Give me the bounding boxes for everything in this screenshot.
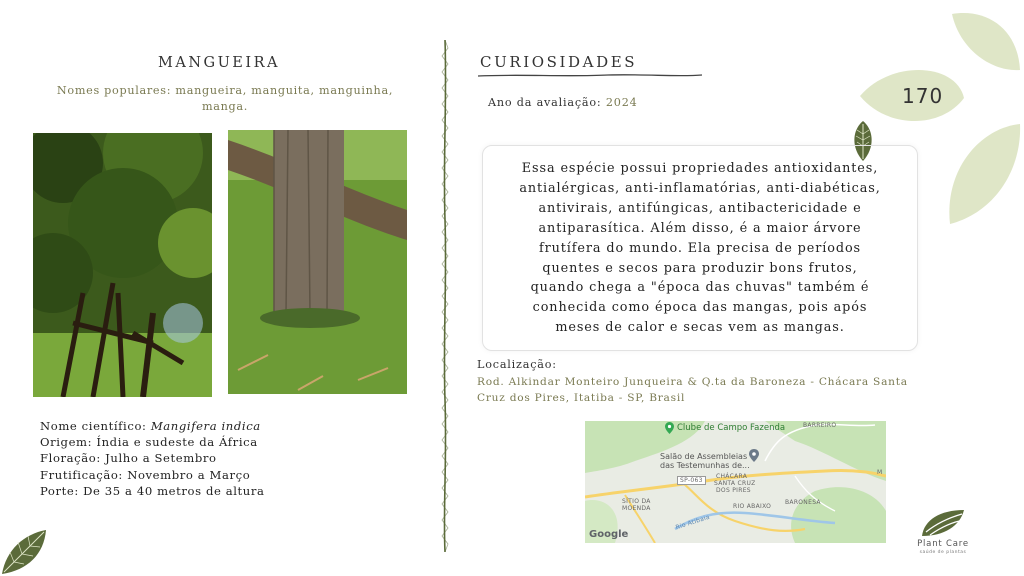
plant-facts [40, 418, 265, 499]
tree-photo-canopy [33, 133, 212, 397]
tree-photo-trunk [228, 130, 407, 394]
address-line: Rod. Alkindar Monteiro Junqueira & Q.ta da Baroneza - Chácara Santa [477, 376, 908, 388]
scientific-name-value: Mangifera indica [150, 419, 261, 433]
fact-label: Nome científico: [40, 419, 151, 433]
map-label: Salão de Assembleias [660, 452, 748, 461]
map-label: M [877, 469, 883, 476]
map-marker-icon [749, 449, 759, 462]
evaluation-year [488, 96, 638, 109]
leaf-shape-bottom [949, 124, 1020, 224]
title-underline [478, 71, 702, 81]
brand-logo-icon [918, 508, 968, 538]
curiosity-text [482, 159, 918, 338]
map-label: Rio Atibaia [674, 513, 711, 532]
popular-names: Nomes populares: mangueira, manguita, manguinha, manga. [56, 84, 394, 113]
map-label: BARREIRO [803, 422, 837, 429]
year-value: 2024 [605, 96, 638, 109]
map-label: Clube de Campo Fazenda [677, 423, 786, 433]
curiosity-line: antiparasítica. Além disso, é a maior árvore [538, 220, 862, 236]
curiosity-line: conhecida como época das mangas, pois após [532, 300, 868, 316]
map-label: DOS PIRES [716, 487, 751, 494]
map-label: SÍTIO DA [622, 498, 651, 505]
curiosity-line: antialérgicas, anti-inflamatórias, anti-diabéticas, [519, 180, 881, 196]
fact-scientific-name [40, 418, 265, 434]
fact-flowering: Floração: Julho a Setembro [40, 451, 217, 466]
google-logo: Google [589, 529, 629, 540]
map-label: SANTA CRUZ [714, 480, 756, 487]
map-label: MOENDA [622, 505, 651, 512]
map-label: RIO ABAIXO [733, 503, 772, 510]
year-label: Ano da avaliação: [488, 96, 606, 109]
address-line: Cruz dos Pires, Itatiba - SP, Brasil [477, 392, 686, 404]
location-label: Localização: [477, 358, 557, 371]
fact-size: Porte: De 35 a 40 metros de altura [40, 483, 265, 498]
curiosity-line: quentes e secos para produzir bons frutos, [542, 260, 858, 276]
location-address [477, 374, 947, 406]
fact-fruiting: Frutificação: Novembro a Março [40, 467, 251, 482]
leaf-shape-top [952, 13, 1020, 70]
fact-origin: Origem: Índia e sudeste da África [40, 435, 258, 450]
curiosity-line: Essa espécie possui propriedades antioxidantes, [521, 161, 879, 176]
section-title-curiosities: CURIOSIDADES [480, 53, 638, 71]
map-label: das Testemunhas de... [660, 461, 750, 470]
map-pin-icon [665, 422, 674, 434]
curiosity-line: frutífera do mundo. Ela precisa de períodos [538, 240, 862, 256]
brand-name: Plant Care [917, 539, 969, 549]
map-road-label: SP-063 [677, 476, 706, 485]
curiosity-line: antivirais, antifúngicas, antibactericidade e [538, 200, 862, 216]
leaf-icon-bottom-left [0, 528, 48, 576]
plant-title: MANGUEIRA [158, 55, 281, 71]
map-label: CHÁCARA [716, 473, 748, 480]
location-map[interactable] [585, 421, 886, 543]
plant-number: 170 [902, 84, 944, 108]
curiosity-line: quando chega a "época das chuvas" também é [530, 280, 870, 296]
brand-tagline: saúde de plantas [919, 550, 967, 555]
vertical-divider [437, 40, 453, 552]
curiosity-line: meses de calor e secas vem as mangas. [555, 320, 845, 336]
map-label: BARONESA [785, 499, 821, 506]
